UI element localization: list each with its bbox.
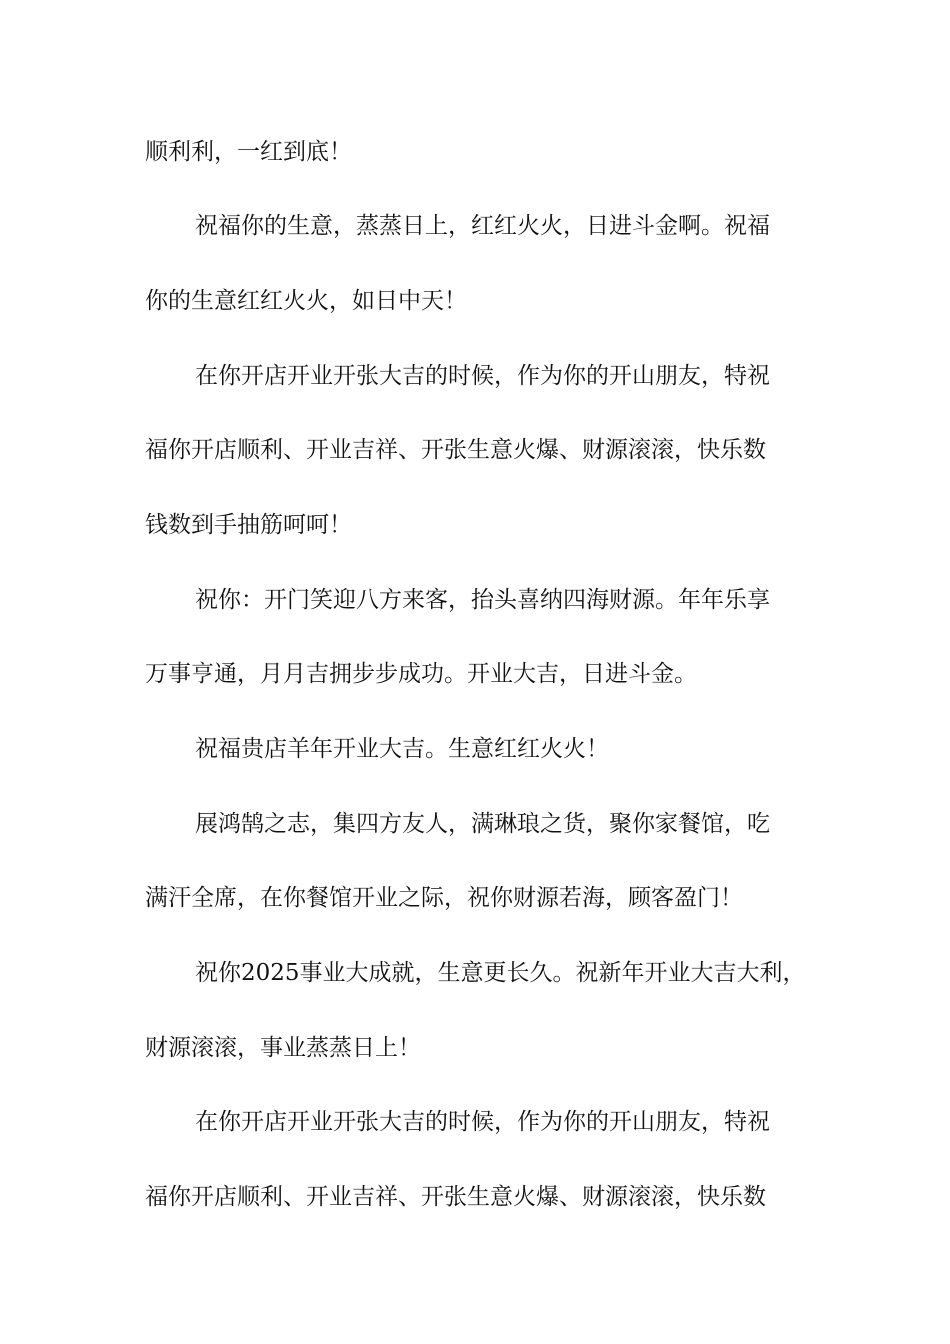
line-text: 顺利利，一红到底！: [145, 139, 352, 165]
line-text: 万事亨通，月月吉拥步步成功。开业大吉，日进斗金。: [145, 661, 697, 687]
text-line: [0, 208, 950, 244]
line-text: 财源滚滚，事业蒸蒸日上！: [145, 1035, 421, 1061]
text-line: [0, 1179, 950, 1215]
line-text: 钱数到手抽筋呵呵！: [145, 512, 352, 538]
text-line: [0, 582, 950, 618]
line-text: 展鸿鹄之志，集四方友人，满琳琅之货，聚你家餐馆，吃: [195, 811, 770, 837]
text-line: [0, 134, 950, 170]
text-line: [0, 1104, 950, 1140]
line-text: 福你开店顺利、开业吉祥、开张生意火爆、财源滚滚，快乐数: [145, 437, 766, 463]
line-text: 祝你：开门笑迎八方来客，抬头喜纳四海财源。年年乐享: [195, 587, 770, 613]
text-line: [0, 432, 950, 468]
text-line: [0, 806, 950, 842]
text-line: [0, 880, 950, 916]
text-line: [0, 656, 950, 692]
text-line: [0, 955, 950, 991]
line-text: 满汗全席，在你餐馆开业之际，祝你财源若海，顾客盈门！: [145, 885, 743, 911]
line-text: 福你开店顺利、开业吉祥、开张生意火爆、财源滚滚，快乐数: [145, 1184, 766, 1210]
line-text: 在你开店开业开张大吉的时候，作为你的开山朋友，特祝: [195, 1109, 770, 1135]
text-line: [0, 1030, 950, 1066]
line-text: 你的生意红红火火，如日中天！: [145, 288, 467, 314]
text-line: [0, 358, 950, 394]
text-line: [0, 731, 950, 767]
line-text: 祝福你的生意，蒸蒸日上，红红火火，日进斗金啊。祝福: [195, 213, 770, 239]
text-line: [0, 283, 950, 319]
line-text: 祝福贵店羊年开业大吉。生意红红火火！: [195, 736, 609, 762]
line-text: 在你开店开业开张大吉的时候，作为你的开山朋友，特祝: [195, 363, 770, 389]
text-line: [0, 507, 950, 543]
line-text: 祝你2025事业大成就，生意更长久。祝新年开业大吉大利，: [195, 960, 806, 986]
